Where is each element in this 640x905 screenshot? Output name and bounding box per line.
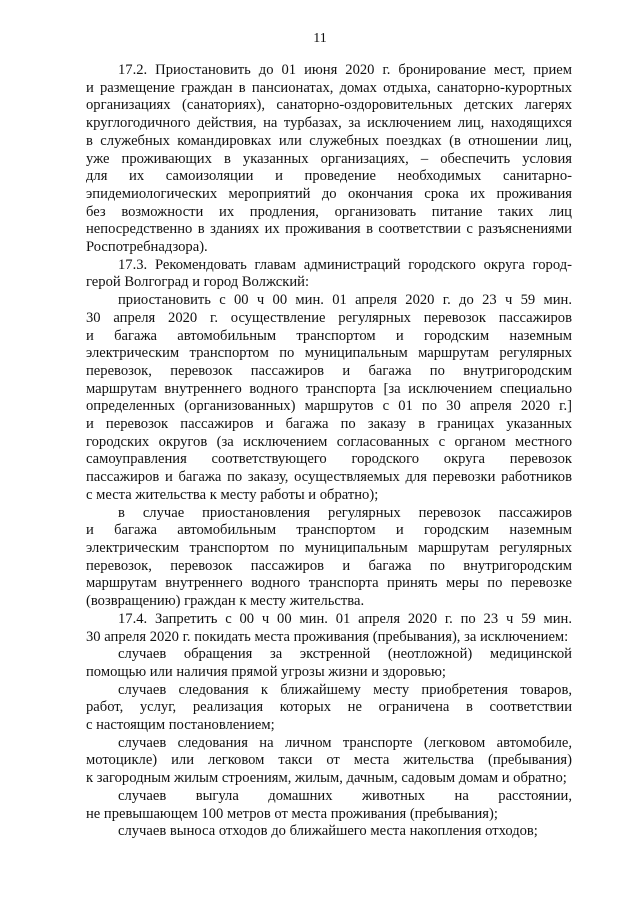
text-line: в служебных командировках или служебных поездках (в отношении лиц, [86,132,572,149]
paragraph-p17-3 [86,257,572,292]
text-line: организациях (санаториях), санаторно-оздоровительных детских лагерях [86,97,572,114]
text-line: мотоцикле) или легковом такси от места жительства (пребывания) [86,752,572,769]
text-line: определенных (организованных) маршрутов с 01 по 30 апреля 2020 г.] [86,398,572,415]
text-line: случаев выгула домашних животных на расстоянии, [118,787,572,804]
paragraph-p17-3-a [86,292,572,504]
text-line: электрическим транспортом по муниципальным маршрутам регулярных [86,539,572,556]
text-line: 17.2. Приостановить до 01 июня 2020 г. бронирование мест, прием [118,62,572,78]
text-line: в случае приостановления регулярных перевозок пассажиров [118,504,572,521]
paragraph-p17-4-c [86,735,572,788]
text-line: 17.3. Рекомендовать главам администраций городского округа город- [118,256,572,273]
text-line: работ, услуг, реализация которых не ограничена в соответствии [86,699,572,716]
text-line: помощью или наличия прямой угрозы жизни и здоровью; [86,663,446,680]
text-line: и багажа автомобильным транспортом и городским наземным [86,327,572,344]
page-number: 11 [313,31,327,46]
text-line: маршрутам внутреннего водного транспорта [за исключением специально [86,380,572,397]
text-line: уже проживающих в указанных организациях, – обеспечить условия [86,150,572,167]
text-line: городских округов (за исключением согласованных с органом местного [86,433,572,450]
text-line: пассажиров и багажа по заказу, осуществляемых для перевозки работников [86,469,572,486]
text-line: электрическим транспортом по муниципальным маршрутам регулярных [86,345,572,362]
text-line: и перевозок пассажиров и багажа по заказу в границах указанных [86,416,572,433]
text-line: случаев следования к ближайшему месту приобретения товаров, [118,681,572,698]
document-body [86,62,572,841]
text-line: случаев обращения за экстренной (неотложной) медицинской [118,646,572,663]
text-line: герой Волгоград и город Волжский: [86,274,310,291]
text-line: круглогодичного действия, на турбазах, за исключением лиц, находящихся [86,115,572,132]
paragraph-p17-4 [86,611,572,646]
text-line: 17.4. Запретить с 00 ч 00 мин. 01 апреля 2020 г. по 23 ч 59 мин. [118,610,572,627]
text-line: случаев выноса отходов до ближайшего места накопления отходов; [118,823,538,840]
text-line: 30 апреля 2020 г. осуществление регулярных перевозок пассажиров [86,309,572,326]
paragraph-p17-4-a [86,646,572,681]
paragraph-p17-2 [86,62,572,257]
text-line: и размещение граждан в пансионатах, домах отдыха, санаторно-курортных [86,79,572,96]
text-line: перевозок, перевозок пассажиров и багажа по внутригородским [86,557,572,574]
text-line: Роспотребнадзора). [86,239,208,256]
paragraph-p17-3-b [86,505,572,611]
text-line: перевозок, перевозок пассажиров и багажа по внутригородским [86,362,572,379]
text-line: без возможности их продления, организовать питание таких лиц [86,203,572,220]
text-line: для их самоизоляции и проведение необходимых санитарно- [86,168,572,185]
text-line: непосредственно в зданиях их проживания в соответствии с разъяснениями [86,221,572,238]
text-line: 30 апреля 2020 г. покидать места проживания (пребывания), за исключением: [86,628,569,645]
text-line: приостановить с 00 ч 00 мин. 01 апреля 2020 г. до 23 ч 59 мин. [118,292,572,309]
text-line: не превышающем 100 метров от места проживания (пребывания); [86,805,498,822]
paragraph-p17-4-b [86,682,572,735]
text-line: эпидемиологических мероприятий до окончания срока их проживания [86,185,572,202]
text-line: с места жительства к месту работы и обратно); [86,486,379,503]
text-line: и багажа автомобильным транспортом и городским наземным [86,522,572,539]
text-line: случаев следования на личном транспорте (легковом автомобиле, [118,734,572,751]
text-line: самоуправления соответствующего городского округа перевозок [86,451,572,468]
text-line: к загородным жилым строениям, жилым, дачным, садовым домам и обратно; [86,770,567,787]
text-line: с настоящим постановлением; [86,717,275,734]
text-line: (возвращению) граждан к месту жительства. [86,593,365,610]
paragraph-p17-4-e [86,823,572,841]
text-line: маршрутам внутреннего водного транспорта принять меры по перевозке [86,575,572,592]
paragraph-p17-4-d [86,788,572,823]
